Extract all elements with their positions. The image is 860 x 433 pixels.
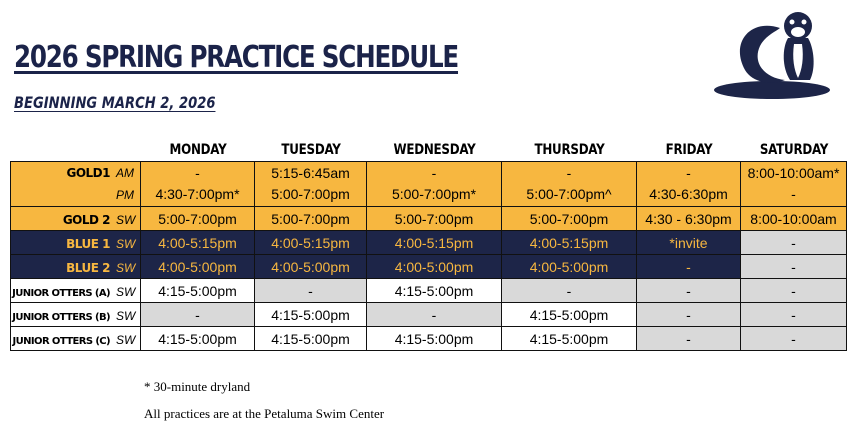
schedule-cell: 8:00-10:00am bbox=[741, 207, 847, 231]
schedule-cell: 5:00-7:00pm bbox=[367, 207, 502, 231]
schedule-cell: 4:15-5:00pm bbox=[141, 279, 255, 303]
group-label: GOLD 2 SW bbox=[11, 207, 141, 231]
schedule-cell: 8:00-10:00am* - bbox=[741, 162, 847, 207]
table-row bbox=[11, 162, 847, 207]
schedule-cell: - bbox=[502, 279, 637, 303]
schedule-cell: - bbox=[637, 303, 741, 327]
schedule-cell: 4:15-5:00pm bbox=[367, 327, 502, 351]
schedule-cell: - bbox=[637, 255, 741, 279]
table-row bbox=[11, 207, 847, 231]
schedule-cell: 4:00-5:00pm bbox=[367, 255, 502, 279]
group-label: JUNIOR OTTERS (B) SW bbox=[11, 303, 141, 327]
schedule-cell: 4:00-5:00pm bbox=[141, 255, 255, 279]
page-subtitle: BEGINNING MARCH 2, 2026 bbox=[14, 93, 216, 112]
otter-logo-icon bbox=[710, 8, 835, 108]
schedule-cell: - 4:30-6:30pm bbox=[637, 162, 741, 207]
schedule-cell: - 5:00-7:00pm^ bbox=[502, 162, 637, 207]
day-header: FRIDAY bbox=[665, 141, 712, 158]
schedule-table bbox=[10, 138, 847, 351]
schedule-cell: 4:15-5:00pm bbox=[255, 327, 367, 351]
group-label: JUNIOR OTTERS (C) SW bbox=[11, 327, 141, 351]
schedule-cell: 4:15-5:00pm bbox=[255, 303, 367, 327]
schedule-cell: 4:15-5:00pm bbox=[502, 303, 637, 327]
schedule-cell: 4:00-5:00pm bbox=[255, 255, 367, 279]
table-row bbox=[11, 231, 847, 255]
schedule-cell: 5:00-7:00pm bbox=[255, 207, 367, 231]
table-row bbox=[11, 303, 847, 327]
header-row bbox=[11, 138, 847, 162]
schedule-cell: - bbox=[741, 255, 847, 279]
schedule-cell: 4:15-5:00pm bbox=[502, 327, 637, 351]
schedule-cell: - 5:00-7:00pm* bbox=[367, 162, 502, 207]
schedule-cell: 4:00-5:15pm bbox=[367, 231, 502, 255]
schedule-cell: - bbox=[637, 327, 741, 351]
schedule-cell: 4:15-5:00pm bbox=[367, 279, 502, 303]
schedule-cell: - bbox=[741, 231, 847, 255]
schedule-cell: 4:00-5:00pm bbox=[502, 255, 637, 279]
schedule-cell: - bbox=[141, 303, 255, 327]
schedule-cell: - bbox=[741, 303, 847, 327]
schedule-cell: 4:00-5:15pm bbox=[502, 231, 637, 255]
footnote: * 30-minute dryland bbox=[144, 379, 251, 394]
schedule-cell: - bbox=[367, 303, 502, 327]
schedule-cell: 4:30 - 6:30pm bbox=[637, 207, 741, 231]
schedule-cell: 5:15-6:45am 5:00-7:00pm bbox=[255, 162, 367, 207]
schedule-cell: 5:00-7:00pm bbox=[141, 207, 255, 231]
group-label: BLUE 2 SW bbox=[11, 255, 141, 279]
group-label: BLUE 1 SW bbox=[11, 231, 141, 255]
footnote: All practices are at the Petaluma Swim Center bbox=[144, 406, 385, 421]
schedule-cell: 4:00-5:15pm bbox=[255, 231, 367, 255]
schedule-cell: *invite bbox=[637, 231, 741, 255]
schedule-cell: - bbox=[637, 279, 741, 303]
day-header: SATURDAY bbox=[759, 141, 828, 158]
day-header: TUESDAY bbox=[280, 141, 341, 158]
group-label: JUNIOR OTTERS (A) SW bbox=[11, 279, 141, 303]
table-row bbox=[11, 327, 847, 351]
schedule-cell: 4:00-5:15pm bbox=[141, 231, 255, 255]
table-row bbox=[11, 255, 847, 279]
schedule-cell: - 4:30-7:00pm* bbox=[141, 162, 255, 207]
table-row bbox=[11, 279, 847, 303]
schedule-cell: - bbox=[255, 279, 367, 303]
schedule-cell: 5:00-7:00pm bbox=[502, 207, 637, 231]
day-header: THURSDAY bbox=[533, 141, 604, 158]
page-title: 2026 SPRING PRACTICE SCHEDULE bbox=[14, 40, 459, 75]
day-header: WEDNESDAY bbox=[392, 141, 476, 158]
day-header: MONDAY bbox=[169, 141, 226, 158]
schedule-cell: 4:15-5:00pm bbox=[141, 327, 255, 351]
schedule-cell: - bbox=[741, 279, 847, 303]
schedule-cell: - bbox=[741, 327, 847, 351]
group-label: GOLD1 AM PM bbox=[11, 162, 141, 207]
